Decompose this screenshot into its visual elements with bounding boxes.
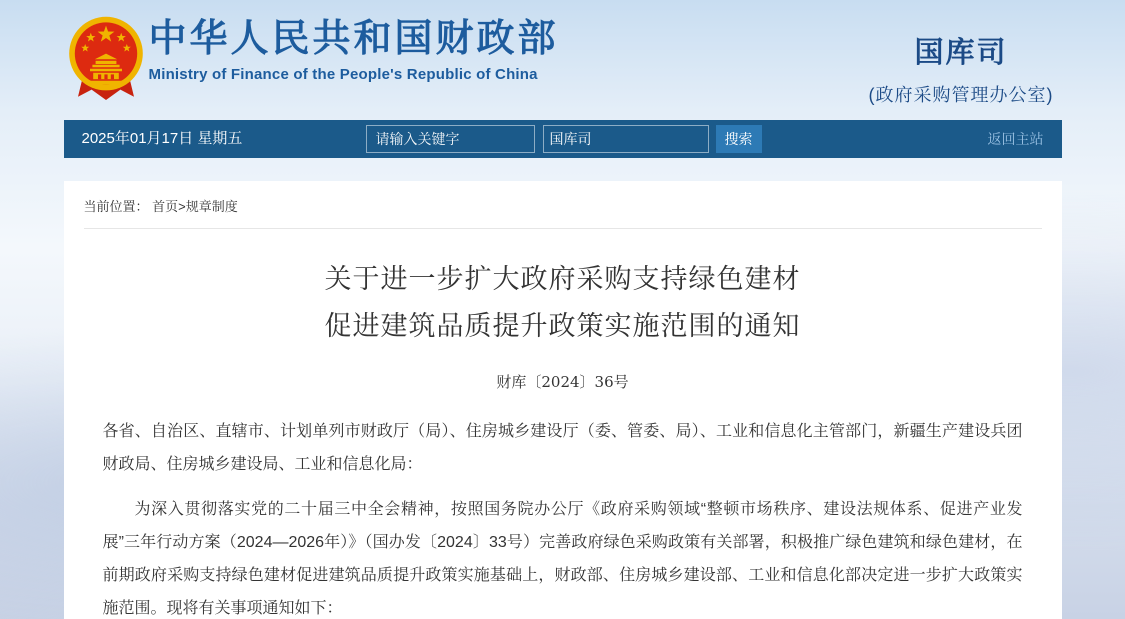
document-title bbox=[64, 256, 1062, 350]
search-button[interactable]: 搜索 bbox=[716, 125, 762, 153]
document-body bbox=[64, 415, 1062, 619]
breadcrumb-label: 当前位置： bbox=[83, 199, 149, 214]
content-card bbox=[64, 181, 1062, 619]
site-header bbox=[64, 0, 1062, 120]
return-home-link[interactable]: 返回主站 bbox=[987, 131, 1044, 147]
breadcrumb-section-link[interactable]: 规章制度 bbox=[185, 199, 238, 214]
page-container bbox=[64, 0, 1062, 619]
brand-block bbox=[149, 16, 559, 83]
national-emblem-icon bbox=[66, 13, 146, 107]
document-title-line1: 关于进一步扩大政府采购支持绿色建材 bbox=[324, 264, 801, 294]
navbar bbox=[64, 120, 1062, 158]
breadcrumb-home-link[interactable]: 首页 bbox=[152, 199, 179, 214]
current-date: 2025年01月17日 星期五 bbox=[81, 130, 243, 147]
document-title-line2: 促进建筑品质提升政策实施范围的通知 bbox=[324, 311, 801, 341]
department-name: 国库司 bbox=[914, 37, 1008, 69]
site-title: 中华人民共和国财政部 bbox=[148, 18, 559, 60]
department-block bbox=[869, 30, 1054, 107]
breadcrumb-separator: > bbox=[178, 199, 186, 214]
search-input[interactable] bbox=[366, 125, 535, 153]
document-number: 财库〔2024〕36号 bbox=[496, 373, 629, 391]
site-subtitle: Ministry of Finance of the People's Republic of China bbox=[148, 66, 538, 83]
search-bar bbox=[366, 125, 762, 153]
department-office: (政府采购管理办公室) bbox=[868, 85, 1054, 105]
document-paragraph-intro: 为深入贯彻落实党的二十届三中全会精神，按照国务院办公厅《政府采购领域“整顿市场秩序、建设法规体系、促进产业发展”三年行动方案（2024—2026年）》（国办发〔2024〕33号）完善政府绿色采购政策有关部署，积极推广绿色建筑和绿色建材，在前期政府采购支持绿色建材促进建筑品质提升政策实施基础上，财政部、住房城乡建设部、工业和信息化部决定进一步扩大政策实施范围。现将有关事项通知如下： bbox=[102, 501, 1023, 617]
breadcrumb bbox=[84, 181, 1042, 229]
document-paragraph-addressees: 各省、自治区、直辖市、计划单列市财政厅（局）、住房城乡建设厅（委、管委、局）、工业和信息化主管部门，新疆生产建设兵团财政局、住房城乡建设局、工业和信息化局： bbox=[102, 423, 1023, 473]
background-gap bbox=[64, 158, 1062, 181]
search-scope-select[interactable] bbox=[543, 125, 709, 153]
